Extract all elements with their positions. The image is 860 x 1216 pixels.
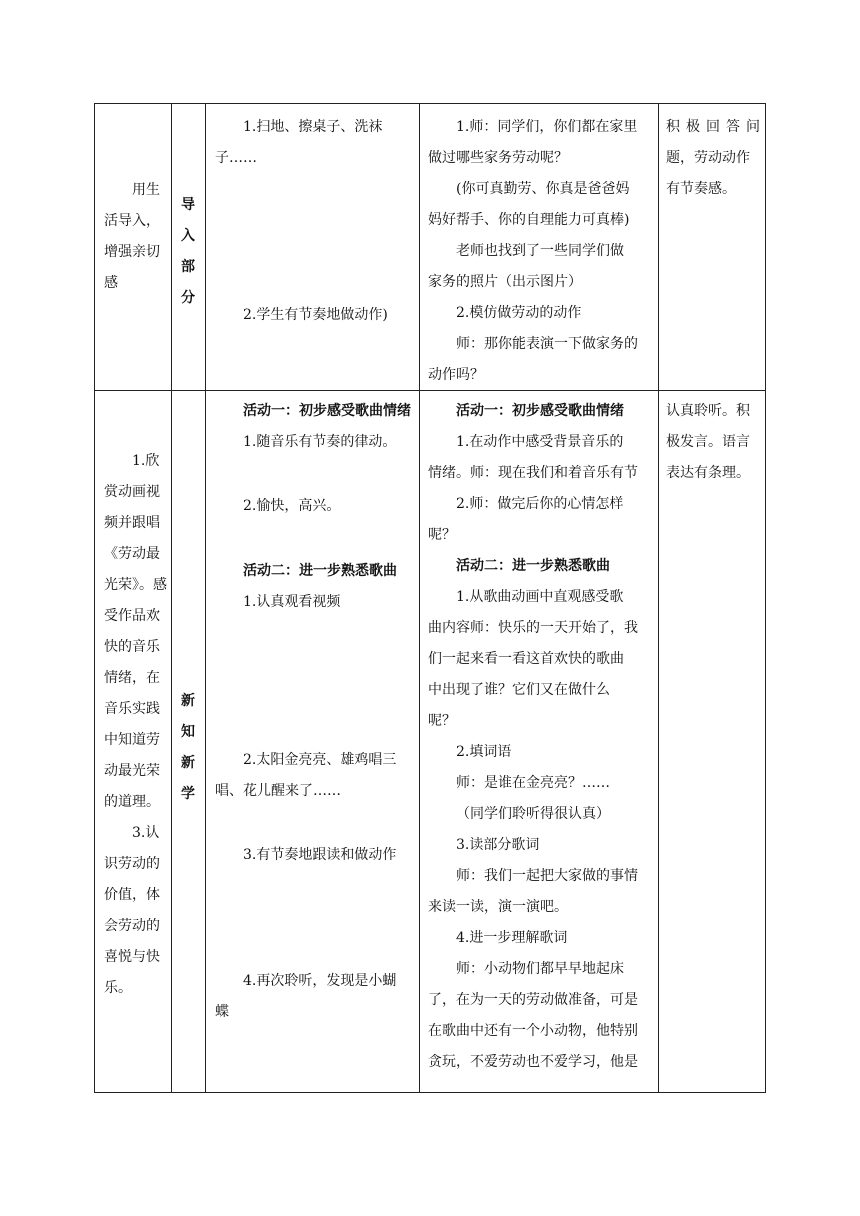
goal-text: 1.欣 bbox=[132, 453, 160, 469]
row2-evaluation-cell bbox=[666, 396, 760, 489]
teacher-text: 动作吗？ bbox=[428, 367, 484, 383]
goal-text: 受作品欢 bbox=[104, 608, 160, 624]
teacher-text: 师：那你能表演一下做家务的 bbox=[456, 336, 638, 352]
row1-goal-cell bbox=[104, 175, 166, 299]
row2-student-cell bbox=[215, 840, 415, 871]
row2-student-cell bbox=[215, 491, 415, 522]
teacher-text: 曲内容师：快乐的一天开始了，我 bbox=[428, 620, 638, 636]
student-text: 2.学生有节奏地做动作) bbox=[243, 307, 388, 323]
goal-text: 价值，体 bbox=[104, 887, 160, 903]
row1-student-cell-2 bbox=[215, 300, 415, 331]
row1-student-cell bbox=[215, 112, 415, 174]
evaluation-text: 积极回答问 bbox=[666, 119, 760, 135]
teacher-text: (你可真勤劳、你真是爸爸妈 bbox=[456, 181, 630, 197]
teacher-text: 来读一读，演一演吧。 bbox=[428, 899, 568, 915]
teacher-text: 师：小动物们都早早地起床 bbox=[456, 961, 624, 977]
activity-heading: 活动一：初步感受歌曲情绪 bbox=[243, 403, 411, 419]
row1-evaluation-cell bbox=[666, 112, 760, 205]
teacher-text: 呢？ bbox=[428, 713, 456, 729]
activity-heading: 活动二：进一步熟悉歌曲 bbox=[456, 558, 610, 574]
teacher-text: 们一起来看一看这首欢快的歌曲 bbox=[428, 651, 624, 667]
goal-text: 快的音乐 bbox=[104, 639, 160, 655]
goal-text: 增强亲切 bbox=[104, 244, 160, 260]
evaluation-text: 认真聆听。积 bbox=[666, 403, 750, 419]
goal-text: 的道理。 bbox=[104, 794, 160, 810]
teacher-text: 老师也找到了一些同学们做 bbox=[456, 243, 624, 259]
section-char: 新 bbox=[181, 755, 195, 771]
goal-text: 《劳动最 bbox=[104, 546, 160, 562]
section-char: 分 bbox=[181, 290, 195, 306]
section-char: 知 bbox=[181, 724, 195, 740]
goal-text: 识劳动的 bbox=[104, 856, 160, 872]
section-char: 入 bbox=[181, 228, 195, 244]
teacher-text: 中出现了谁？它们又在做什么 bbox=[428, 682, 610, 698]
student-text: 1.认真观看视频 bbox=[243, 594, 341, 610]
goal-text: 喜悦与快 bbox=[104, 949, 160, 965]
teacher-text: （同学们聆听得很认真） bbox=[456, 806, 610, 822]
activity-heading: 活动一：初步感受歌曲情绪 bbox=[456, 403, 624, 419]
row2-teacher-cell bbox=[428, 396, 656, 1078]
row1-teacher-cell bbox=[428, 112, 656, 391]
goal-text: 会劳动的 bbox=[104, 918, 160, 934]
student-text: 蝶 bbox=[215, 1004, 229, 1020]
table-bottom-border bbox=[94, 1092, 766, 1093]
student-text: 2.愉快，高兴。 bbox=[243, 498, 341, 514]
table-right-border bbox=[765, 103, 766, 1093]
column-divider bbox=[94, 103, 95, 1093]
student-text: 1.随音乐有节奏的律动。 bbox=[243, 434, 397, 450]
section-char: 部 bbox=[181, 259, 195, 275]
goal-text: 用生 bbox=[132, 182, 160, 198]
table-top-border bbox=[94, 103, 766, 104]
student-text: 唱、花儿醒来了…… bbox=[215, 783, 341, 799]
goal-text: 乐。 bbox=[104, 980, 132, 996]
goal-text: 赏动画视 bbox=[104, 484, 160, 500]
goal-text: 音乐实践 bbox=[104, 701, 160, 717]
goal-text: 感 bbox=[104, 275, 118, 291]
row2-student-cell bbox=[215, 966, 415, 1028]
goal-text: 3.认 bbox=[132, 825, 160, 841]
teacher-text: 1.在动作中感受背景音乐的 bbox=[456, 434, 624, 450]
teacher-text: 在歌曲中还有一个小动物，他特别 bbox=[428, 1023, 638, 1039]
row2-student-cell bbox=[215, 396, 415, 458]
teacher-text: 贪玩，不爱劳动也不爱学习，他是 bbox=[428, 1054, 638, 1070]
teacher-text: 3.读部分歌词 bbox=[456, 837, 540, 853]
teacher-text: 呢？ bbox=[428, 527, 456, 543]
section-char: 新 bbox=[181, 693, 195, 709]
teacher-text: 1.从歌曲动画中直观感受歌 bbox=[456, 589, 624, 605]
student-text: 4.再次聆听，发现是小蝴 bbox=[243, 973, 397, 989]
teacher-text: 情绪。师：现在我们和着音乐有节 bbox=[428, 465, 638, 481]
student-text: 2.太阳金亮亮、雄鸡唱三 bbox=[243, 752, 397, 768]
teacher-text: 2.模仿做劳动的动作 bbox=[456, 305, 582, 321]
teacher-text: 师：是谁在金亮亮？…… bbox=[456, 775, 610, 791]
teacher-text: 了，在为一天的劳动做准备，可是 bbox=[428, 992, 638, 1008]
student-text: 3.有节奏地跟读和做动作 bbox=[243, 847, 397, 863]
evaluation-text: 题，劳动动作 bbox=[666, 150, 750, 166]
goal-text: 光荣》。感 bbox=[104, 577, 167, 593]
teacher-text: 做过哪些家务劳动呢？ bbox=[428, 150, 568, 166]
teacher-text: 家务的照片（出示图片） bbox=[428, 274, 582, 290]
column-divider bbox=[658, 103, 659, 1093]
section-char: 学 bbox=[181, 786, 195, 802]
activity-heading: 活动二：进一步熟悉歌曲 bbox=[243, 563, 397, 579]
evaluation-text: 表达有条理。 bbox=[666, 465, 750, 481]
teacher-text: 4.进一步理解歌词 bbox=[456, 930, 568, 946]
goal-text: 频并跟唱 bbox=[104, 515, 160, 531]
row2-student-cell bbox=[215, 745, 415, 807]
goal-text: 动最光荣 bbox=[104, 763, 160, 779]
column-divider bbox=[419, 103, 420, 1093]
goal-text: 活导入， bbox=[104, 213, 160, 229]
teacher-text: 师：我们一起把大家做的事情 bbox=[456, 868, 638, 884]
row2-student-cell bbox=[215, 556, 415, 618]
goal-text: 中知道劳 bbox=[104, 732, 160, 748]
student-text: 1.扫地、擦桌子、洗袜 bbox=[243, 119, 383, 135]
evaluation-text: 极发言。语言 bbox=[666, 434, 750, 450]
teacher-text: 2.填词语 bbox=[456, 744, 512, 760]
section-char: 导 bbox=[181, 197, 195, 213]
row1-section-label bbox=[170, 190, 206, 314]
evaluation-text: 有节奏感。 bbox=[666, 181, 736, 197]
teacher-text: 妈好帮手、你的自理能力可真棒) bbox=[428, 212, 630, 228]
student-text: 子…… bbox=[215, 150, 257, 166]
row2-goal-cell bbox=[104, 446, 170, 1004]
row2-section-label bbox=[170, 686, 206, 810]
teacher-text: 1.师：同学们，你们都在家里 bbox=[456, 119, 638, 135]
goal-text: 情绪，在 bbox=[104, 670, 160, 686]
teacher-text: 2.师：做完后你的心情怎样 bbox=[456, 496, 624, 512]
